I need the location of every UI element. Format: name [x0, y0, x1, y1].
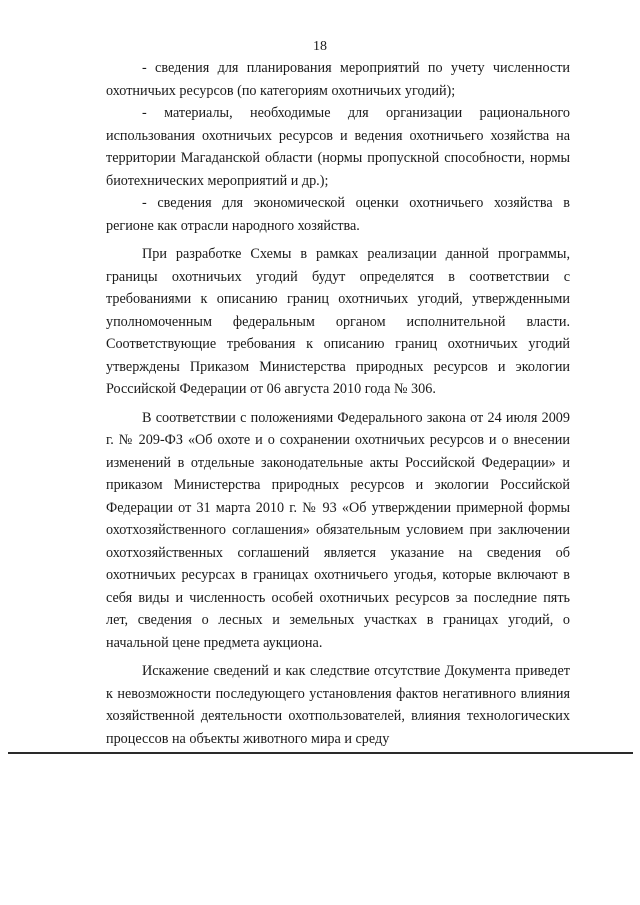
paragraph-planning-info: - сведения для планирования мероприятий по учету численности охотничьих ресурсов (по категориям охотничьих угодий); — [106, 60, 570, 99]
page-number: 18 — [313, 39, 327, 54]
paragraph-consequences: Искажение сведений и как следствие отсутствие Документа приведет к невозможности последующего установления фактов негативного влияния хозяйственной деятельности охотпользователей, влияния технологических процессов на объекты животного мира и среду — [106, 663, 570, 747]
page-bottom-divider — [8, 752, 633, 754]
paragraph-materials: - материалы, необходимые для организации рационального использования охотничьих ресурсов и ведения охотничьего хозяйства на территории Магаданской области (нормы пропускной способности, нормы биотехнических мероприятий и др.); — [106, 105, 570, 189]
body-text — [106, 57, 570, 750]
paragraph-boundaries: При разработке Схемы в рамках реализации данной программы, границы охотничьих угодий будут определятся в соответствии с требованиями к описанию границ охотничьих угодий, утвержденными уполномоченным федеральным органом исполнительной власти. Соответствующие требования к описанию границ охотничьих угодий утверждены Приказом Министерства природных ресурсов и экологии Российской Федерации от 06 августа 2010 года № 306. — [106, 246, 570, 397]
paragraph-federal-law: В соответствии с положениями Федерального закона от 24 июля 2009 г. № 209-ФЗ «Об охоте и о сохранении охотничьих ресурсов и о внесении изменений в отдельные законодательные акты Российской Федерации» и приказом Министерства природных ресурсов и экологии Российской Федерации от 31 марта 2010 г. № 93 «Об утверждении примерной формы охотхозяйственного соглашения» обязательным условием при заключении охотхозяйственных соглашений является указание на сведения об охотничьих ресурсах в границах охотничьего угодья, которые включают в себя виды и численность особей охотничьих ресурсов за последние пять лет, сведения о лесных и земельных участках в границах угодий, о начальной цене предмета аукциона. — [106, 409, 570, 651]
paragraph-economic-evaluation: - сведения для экономической оценки охотничьего хозяйства в регионе как отрасли народного хозяйства. — [106, 195, 570, 234]
